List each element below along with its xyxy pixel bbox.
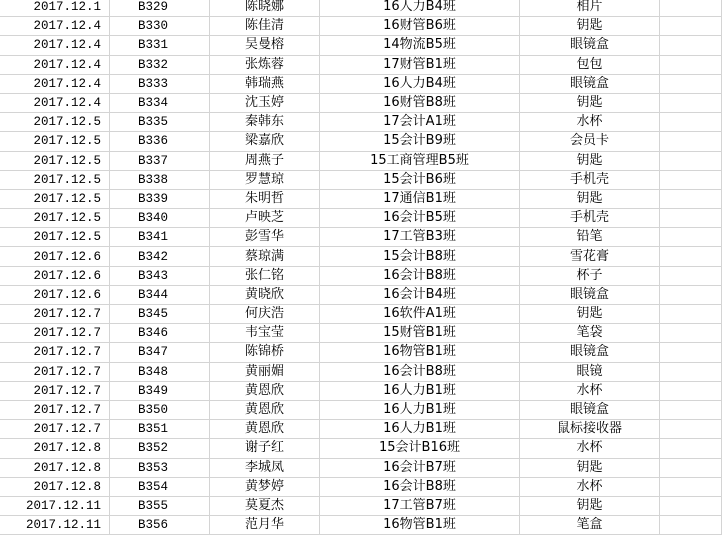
table-row	[0, 94, 722, 113]
empty-cell[interactable]	[660, 478, 722, 496]
name-cell[interactable]: 沈玉婷	[210, 94, 320, 112]
name-cell[interactable]: 黄丽媚	[210, 363, 320, 381]
class-cell[interactable]: 16财管B8班	[320, 94, 520, 112]
item-cell[interactable]: 会员卡	[520, 132, 660, 150]
item-cell[interactable]: 眼镜盒	[520, 401, 660, 419]
empty-cell[interactable]	[660, 497, 722, 515]
table-row	[0, 190, 722, 209]
id-cell[interactable]: B356	[110, 516, 210, 534]
name-cell[interactable]: 陈佳清	[210, 17, 320, 35]
id-cell[interactable]: B343	[110, 267, 210, 285]
empty-cell[interactable]	[660, 247, 722, 265]
date-cell[interactable]: 2017.12.5	[0, 190, 110, 208]
id-cell[interactable]: B338	[110, 171, 210, 189]
item-cell[interactable]: 水杯	[520, 439, 660, 457]
item-cell[interactable]: 雪花膏	[520, 247, 660, 265]
date-cell[interactable]: 2017.12.1	[0, 0, 110, 16]
table-row	[0, 36, 722, 55]
item-cell[interactable]: 钥匙	[520, 190, 660, 208]
date-cell[interactable]: 2017.12.4	[0, 94, 110, 112]
table-row	[0, 439, 722, 458]
id-cell[interactable]: B347	[110, 343, 210, 361]
empty-cell[interactable]	[660, 209, 722, 227]
id-cell[interactable]: B352	[110, 439, 210, 457]
class-cell[interactable]: 16人力B1班	[320, 420, 520, 438]
date-cell[interactable]: 2017.12.7	[0, 363, 110, 381]
name-cell[interactable]: 张仁铭	[210, 267, 320, 285]
class-cell[interactable]: 17通信B1班	[320, 190, 520, 208]
empty-cell[interactable]	[660, 516, 722, 534]
table-row	[0, 171, 722, 190]
empty-cell[interactable]	[660, 382, 722, 400]
date-cell[interactable]: 2017.12.4	[0, 36, 110, 54]
date-cell[interactable]: 2017.12.7	[0, 420, 110, 438]
class-cell[interactable]: 16人力B1班	[320, 382, 520, 400]
date-cell[interactable]: 2017.12.5	[0, 228, 110, 246]
empty-cell[interactable]	[660, 286, 722, 304]
date-cell[interactable]: 2017.12.8	[0, 459, 110, 477]
date-cell[interactable]: 2017.12.6	[0, 267, 110, 285]
empty-cell[interactable]	[660, 363, 722, 381]
id-cell[interactable]: B342	[110, 247, 210, 265]
empty-cell[interactable]	[660, 113, 722, 131]
class-cell[interactable]: 16物管B1班	[320, 343, 520, 361]
empty-cell[interactable]	[660, 0, 722, 16]
class-cell[interactable]: 15会计B6班	[320, 171, 520, 189]
item-cell[interactable]: 眼镜盒	[520, 75, 660, 93]
empty-cell[interactable]	[660, 171, 722, 189]
class-cell[interactable]: 17工管B3班	[320, 228, 520, 246]
empty-cell[interactable]	[660, 228, 722, 246]
item-cell[interactable]: 水杯	[520, 113, 660, 131]
id-cell[interactable]: B350	[110, 401, 210, 419]
empty-cell[interactable]	[660, 420, 722, 438]
id-cell[interactable]: B349	[110, 382, 210, 400]
date-cell[interactable]: 2017.12.4	[0, 56, 110, 74]
empty-cell[interactable]	[660, 190, 722, 208]
item-cell[interactable]: 钥匙	[520, 94, 660, 112]
empty-cell[interactable]	[660, 401, 722, 419]
class-cell[interactable]: 16会计B4班	[320, 286, 520, 304]
empty-cell[interactable]	[660, 56, 722, 74]
item-cell[interactable]: 铅笔	[520, 228, 660, 246]
item-cell[interactable]: 眼镜盒	[520, 286, 660, 304]
class-cell[interactable]: 16财管B6班	[320, 17, 520, 35]
item-cell[interactable]: 笔袋	[520, 324, 660, 342]
id-cell[interactable]: B355	[110, 497, 210, 515]
class-cell[interactable]: 16会计B8班	[320, 478, 520, 496]
name-cell[interactable]: 黄晓欣	[210, 286, 320, 304]
table-row	[0, 209, 722, 228]
class-cell[interactable]: 15会计B8班	[320, 247, 520, 265]
empty-cell[interactable]	[660, 439, 722, 457]
empty-cell[interactable]	[660, 132, 722, 150]
table-row	[0, 228, 722, 247]
item-cell[interactable]: 相片	[520, 0, 660, 16]
table-row	[0, 0, 722, 17]
id-cell[interactable]: B336	[110, 132, 210, 150]
date-cell[interactable]: 2017.12.4	[0, 17, 110, 35]
class-cell[interactable]: 16会计B8班	[320, 267, 520, 285]
empty-cell[interactable]	[660, 152, 722, 170]
empty-cell[interactable]	[660, 343, 722, 361]
id-cell[interactable]: B329	[110, 0, 210, 16]
table-row	[0, 247, 722, 266]
name-cell[interactable]: 韦宝莹	[210, 324, 320, 342]
name-cell[interactable]: 周燕子	[210, 152, 320, 170]
item-cell[interactable]: 笔盒	[520, 516, 660, 534]
name-cell[interactable]: 谢子红	[210, 439, 320, 457]
id-cell[interactable]: B339	[110, 190, 210, 208]
date-cell[interactable]: 2017.12.8	[0, 478, 110, 496]
item-cell[interactable]: 钥匙	[520, 305, 660, 323]
class-cell[interactable]: 14物流B5班	[320, 36, 520, 54]
table-row	[0, 152, 722, 171]
class-cell[interactable]: 16人力B1班	[320, 401, 520, 419]
class-cell[interactable]: 16会计B8班	[320, 363, 520, 381]
empty-cell[interactable]	[660, 75, 722, 93]
name-cell[interactable]: 朱明哲	[210, 190, 320, 208]
date-cell[interactable]: 2017.12.7	[0, 305, 110, 323]
date-cell[interactable]: 2017.12.5	[0, 113, 110, 131]
class-cell[interactable]: 17会计A1班	[320, 113, 520, 131]
class-cell[interactable]: 16会计B7班	[320, 459, 520, 477]
name-cell[interactable]: 陈晓娜	[210, 0, 320, 16]
date-cell[interactable]: 2017.12.5	[0, 152, 110, 170]
class-cell[interactable]: 16人力B4班	[320, 0, 520, 16]
empty-cell[interactable]	[660, 94, 722, 112]
id-cell[interactable]: B344	[110, 286, 210, 304]
id-cell[interactable]: B353	[110, 459, 210, 477]
id-cell[interactable]: B333	[110, 75, 210, 93]
name-cell[interactable]: 黄恩欣	[210, 401, 320, 419]
name-cell[interactable]: 黄梦婷	[210, 478, 320, 496]
item-cell[interactable]: 眼镜盒	[520, 36, 660, 54]
table-row	[0, 382, 722, 401]
table-row	[0, 267, 722, 286]
item-cell[interactable]: 水杯	[520, 382, 660, 400]
item-cell[interactable]: 鼠标接收器	[520, 420, 660, 438]
table-row	[0, 497, 722, 516]
table-row	[0, 132, 722, 151]
item-cell[interactable]: 钥匙	[520, 17, 660, 35]
item-cell[interactable]: 眼镜盒	[520, 343, 660, 361]
table-row	[0, 343, 722, 362]
name-cell[interactable]: 吴曼榕	[210, 36, 320, 54]
item-cell[interactable]: 钥匙	[520, 459, 660, 477]
name-cell[interactable]: 秦韩东	[210, 113, 320, 131]
name-cell[interactable]: 卢映芝	[210, 209, 320, 227]
name-cell[interactable]: 梁嘉欣	[210, 132, 320, 150]
name-cell[interactable]: 彭雪华	[210, 228, 320, 246]
item-cell[interactable]: 杯子	[520, 267, 660, 285]
id-cell[interactable]: B348	[110, 363, 210, 381]
date-cell[interactable]: 2017.12.6	[0, 286, 110, 304]
class-cell[interactable]: 16会计B5班	[320, 209, 520, 227]
empty-cell[interactable]	[660, 36, 722, 54]
class-cell[interactable]: 16人力B4班	[320, 75, 520, 93]
table-row	[0, 420, 722, 439]
table-row	[0, 75, 722, 94]
table-row	[0, 401, 722, 420]
table-row	[0, 516, 722, 535]
date-cell[interactable]: 2017.12.6	[0, 247, 110, 265]
id-cell[interactable]: B337	[110, 152, 210, 170]
class-cell[interactable]: 15会计B16班	[320, 439, 520, 457]
empty-cell[interactable]	[660, 305, 722, 323]
date-cell[interactable]: 2017.12.5	[0, 209, 110, 227]
item-cell[interactable]: 钥匙	[520, 152, 660, 170]
table-row	[0, 286, 722, 305]
item-cell[interactable]: 手机壳	[520, 171, 660, 189]
id-cell[interactable]: B346	[110, 324, 210, 342]
id-cell[interactable]: B345	[110, 305, 210, 323]
empty-cell[interactable]	[660, 267, 722, 285]
name-cell[interactable]: 韩瑞燕	[210, 75, 320, 93]
class-cell[interactable]: 15工商管理B5班	[320, 152, 520, 170]
date-cell[interactable]: 2017.12.5	[0, 132, 110, 150]
item-cell[interactable]: 眼镜	[520, 363, 660, 381]
item-cell[interactable]: 钥匙	[520, 497, 660, 515]
table-row	[0, 113, 722, 132]
date-cell[interactable]: 2017.12.7	[0, 343, 110, 361]
class-cell[interactable]: 17工管B7班	[320, 497, 520, 515]
class-cell[interactable]: 17财管B1班	[320, 56, 520, 74]
item-cell[interactable]: 包包	[520, 56, 660, 74]
id-cell[interactable]: B341	[110, 228, 210, 246]
id-cell[interactable]: B351	[110, 420, 210, 438]
table-row	[0, 363, 722, 382]
id-cell[interactable]: B330	[110, 17, 210, 35]
class-cell[interactable]: 15会计B9班	[320, 132, 520, 150]
empty-cell[interactable]	[660, 459, 722, 477]
empty-cell[interactable]	[660, 324, 722, 342]
table-row	[0, 478, 722, 497]
class-cell[interactable]: 16物管B1班	[320, 516, 520, 534]
name-cell[interactable]: 何庆浩	[210, 305, 320, 323]
class-cell[interactable]: 16软件A1班	[320, 305, 520, 323]
date-cell[interactable]: 2017.12.7	[0, 324, 110, 342]
date-cell[interactable]: 2017.12.11	[0, 516, 110, 534]
id-cell[interactable]: B354	[110, 478, 210, 496]
name-cell[interactable]: 莫夏杰	[210, 497, 320, 515]
name-cell[interactable]: 黄恩欣	[210, 382, 320, 400]
item-cell[interactable]: 水杯	[520, 478, 660, 496]
id-cell[interactable]: B332	[110, 56, 210, 74]
id-cell[interactable]: B340	[110, 209, 210, 227]
date-cell[interactable]: 2017.12.5	[0, 171, 110, 189]
name-cell[interactable]: 罗慧琼	[210, 171, 320, 189]
id-cell[interactable]: B335	[110, 113, 210, 131]
id-cell[interactable]: B334	[110, 94, 210, 112]
date-cell[interactable]: 2017.12.4	[0, 75, 110, 93]
table-row	[0, 56, 722, 75]
table-row	[0, 17, 722, 36]
date-cell[interactable]: 2017.12.8	[0, 439, 110, 457]
name-cell[interactable]: 范月华	[210, 516, 320, 534]
id-cell[interactable]: B331	[110, 36, 210, 54]
table-row	[0, 324, 722, 343]
name-cell[interactable]: 李城凤	[210, 459, 320, 477]
name-cell[interactable]: 黄恩欣	[210, 420, 320, 438]
date-cell[interactable]: 2017.12.7	[0, 382, 110, 400]
table-row	[0, 305, 722, 324]
name-cell[interactable]: 张炼蓉	[210, 56, 320, 74]
table-row	[0, 459, 722, 478]
item-cell[interactable]: 手机壳	[520, 209, 660, 227]
date-cell[interactable]: 2017.12.7	[0, 401, 110, 419]
empty-cell[interactable]	[660, 17, 722, 35]
name-cell[interactable]: 蔡琼满	[210, 247, 320, 265]
class-cell[interactable]: 15财管B1班	[320, 324, 520, 342]
date-cell[interactable]: 2017.12.11	[0, 497, 110, 515]
name-cell[interactable]: 陈锦桥	[210, 343, 320, 361]
